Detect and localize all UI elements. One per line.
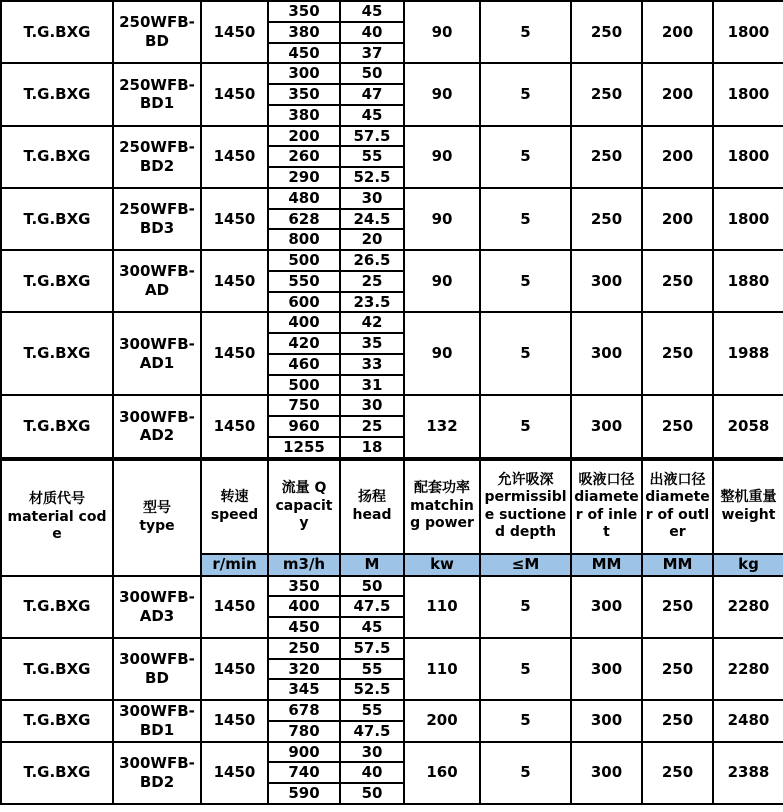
cell-head: 57.5 [340, 126, 404, 147]
cell-flow: 550 [268, 271, 340, 292]
cell-type: 300WFB-AD1 [113, 312, 201, 395]
unit-head: M [340, 554, 404, 576]
cell-type: 300WFB-AD [113, 250, 201, 312]
header-speed-cn: 转速 [220, 489, 249, 505]
cell-inlet-diameter: 300 [571, 742, 642, 804]
cell-power: 132 [404, 395, 480, 458]
unit-inlet: MM [571, 554, 642, 576]
cell-inlet-diameter: 300 [571, 312, 642, 395]
cell-flow: 380 [268, 105, 340, 126]
cell-speed: 1450 [201, 188, 268, 250]
cell-power: 200 [404, 700, 480, 742]
table-row [1, 742, 783, 763]
cell-depth: 5 [480, 126, 571, 188]
header-capacity-cn: 流量 Q [281, 480, 327, 497]
cell-head: 50 [340, 783, 404, 804]
header-suction-depth [480, 459, 571, 554]
cell-material-code: T.G.BXG [1, 638, 113, 700]
cell-type: 250WFB-BD2 [113, 126, 201, 188]
cell-head: 47 [340, 84, 404, 105]
header-material-code-en: material code [7, 508, 107, 543]
cell-outlet-diameter: 200 [642, 188, 713, 250]
cell-head: 55 [340, 659, 404, 680]
cell-head: 55 [340, 146, 404, 167]
cell-speed: 1450 [201, 742, 268, 804]
cell-flow: 750 [268, 395, 340, 416]
cell-depth: 5 [480, 395, 571, 458]
cell-power: 90 [404, 126, 480, 188]
header-weight [713, 459, 783, 554]
unit-speed: r/min [201, 554, 268, 576]
cell-material-code: T.G.BXG [1, 312, 113, 395]
header-matching-power-en: matching power [410, 497, 474, 532]
cell-flow: 1255 [268, 437, 340, 459]
header-row [1, 459, 783, 554]
cell-outlet-diameter: 250 [642, 638, 713, 700]
header-head-cn: 扬程 [358, 489, 386, 505]
cell-type: 300WFB-BD [113, 638, 201, 700]
table-row [1, 395, 783, 416]
cell-material-code: T.G.BXG [1, 250, 113, 312]
cell-flow: 780 [268, 721, 340, 742]
cell-type: 250WFB-BD1 [113, 63, 201, 125]
cell-material-code: T.G.BXG [1, 1, 113, 63]
cell-power: 110 [404, 638, 480, 700]
header-suction-depth-en: permissible suctioned depth [484, 489, 567, 540]
cell-head: 47.5 [340, 721, 404, 742]
cell-head: 55 [340, 700, 404, 721]
cell-head: 42 [340, 312, 404, 333]
header-weight-en: weight [721, 506, 776, 523]
cell-head: 31 [340, 375, 404, 396]
cell-head: 30 [340, 395, 404, 416]
cell-weight: 1988 [713, 312, 783, 395]
cell-material-code: T.G.BXG [1, 576, 113, 638]
cell-flow: 400 [268, 312, 340, 333]
cell-outlet-diameter: 250 [642, 250, 713, 312]
cell-weight: 2480 [713, 700, 783, 742]
cell-head: 52.5 [340, 679, 404, 700]
header-inlet-diameter-cn: 吸液口径 [578, 471, 635, 488]
cell-depth: 5 [480, 312, 571, 395]
header-material-code [1, 459, 113, 576]
cell-head: 57.5 [340, 638, 404, 659]
header-inlet-diameter-en: diameter of inlet [574, 489, 639, 540]
cell-speed: 1450 [201, 576, 268, 638]
header-matching-power-cn: 配套功率 [414, 480, 470, 497]
bottom-section [1, 576, 783, 804]
cell-power: 90 [404, 250, 480, 312]
cell-inlet-diameter: 300 [571, 700, 642, 742]
header-outlet-diameter-en: diameter of outler [645, 489, 710, 540]
cell-flow: 450 [268, 617, 340, 638]
cell-flow: 500 [268, 250, 340, 271]
cell-power: 90 [404, 188, 480, 250]
cell-weight: 1800 [713, 188, 783, 250]
cell-speed: 1450 [201, 250, 268, 312]
cell-flow: 678 [268, 700, 340, 721]
cell-flow: 628 [268, 209, 340, 230]
cell-depth: 5 [480, 188, 571, 250]
cell-flow: 500 [268, 375, 340, 396]
cell-outlet-diameter: 200 [642, 1, 713, 63]
cell-outlet-diameter: 200 [642, 63, 713, 125]
cell-flow: 350 [268, 84, 340, 105]
cell-type: 300WFB-AD3 [113, 576, 201, 638]
cell-head: 45 [340, 617, 404, 638]
cell-power: 110 [404, 576, 480, 638]
cell-flow: 290 [268, 167, 340, 188]
cell-inlet-diameter: 250 [571, 1, 642, 63]
cell-flow: 300 [268, 63, 340, 84]
cell-inlet-diameter: 250 [571, 126, 642, 188]
cell-depth: 5 [480, 742, 571, 804]
cell-weight: 1800 [713, 126, 783, 188]
header-speed [201, 459, 268, 554]
cell-material-code: T.G.BXG [1, 700, 113, 742]
cell-inlet-diameter: 250 [571, 63, 642, 125]
cell-flow: 450 [268, 43, 340, 64]
cell-speed: 1450 [201, 1, 268, 63]
cell-speed: 1450 [201, 126, 268, 188]
cell-speed: 1450 [201, 312, 268, 395]
table-row [1, 63, 783, 84]
header-type-en: type [139, 517, 175, 534]
cell-flow: 400 [268, 596, 340, 617]
cell-flow: 350 [268, 1, 340, 22]
cell-type: 300WFB-BD2 [113, 742, 201, 804]
header-type-cn: 型号 [143, 500, 171, 516]
header-head-en: head [352, 506, 392, 523]
cell-power: 90 [404, 63, 480, 125]
table-row [1, 638, 783, 659]
header-head [340, 459, 404, 554]
table-row [1, 126, 783, 147]
cell-head: 40 [340, 22, 404, 43]
cell-head: 23.5 [340, 292, 404, 313]
cell-inlet-diameter: 300 [571, 638, 642, 700]
cell-flow: 590 [268, 783, 340, 804]
cell-speed: 1450 [201, 63, 268, 125]
cell-head: 26.5 [340, 250, 404, 271]
cell-head: 50 [340, 63, 404, 84]
header-inlet-diameter [571, 459, 642, 554]
header-section [1, 459, 783, 576]
header-suction-depth-cn: 允许吸深 [497, 471, 554, 488]
cell-type: 250WFB-BD [113, 1, 201, 63]
cell-type: 250WFB-BD3 [113, 188, 201, 250]
header-outlet-diameter-cn: 出液口径 [649, 471, 706, 488]
cell-flow: 960 [268, 416, 340, 437]
cell-head: 18 [340, 437, 404, 459]
cell-inlet-diameter: 300 [571, 576, 642, 638]
table-row [1, 250, 783, 271]
top-section [1, 1, 783, 459]
cell-weight: 2280 [713, 638, 783, 700]
table-row [1, 700, 783, 721]
cell-flow: 345 [268, 679, 340, 700]
cell-flow: 800 [268, 229, 340, 250]
cell-depth: 5 [480, 250, 571, 312]
cell-head: 33 [340, 354, 404, 375]
cell-head: 45 [340, 105, 404, 126]
unit-outlet: MM [642, 554, 713, 576]
cell-speed: 1450 [201, 700, 268, 742]
cell-inlet-diameter: 300 [571, 395, 642, 458]
cell-head: 40 [340, 762, 404, 783]
cell-inlet-diameter: 250 [571, 188, 642, 250]
cell-head: 35 [340, 333, 404, 354]
cell-outlet-diameter: 250 [642, 395, 713, 458]
cell-head: 37 [340, 43, 404, 64]
unit-weight: kg [713, 554, 783, 576]
header-speed-en: speed [210, 506, 259, 523]
cell-flow: 740 [268, 762, 340, 783]
cell-head: 50 [340, 576, 404, 597]
cell-flow: 900 [268, 742, 340, 763]
cell-type: 300WFB-BD1 [113, 700, 201, 742]
cell-outlet-diameter: 250 [642, 700, 713, 742]
cell-head: 45 [340, 1, 404, 22]
header-capacity [268, 459, 340, 554]
table-row [1, 188, 783, 209]
cell-flow: 480 [268, 188, 340, 209]
cell-flow: 320 [268, 659, 340, 680]
cell-flow: 250 [268, 638, 340, 659]
header-outlet-diameter [642, 459, 713, 554]
unit-depth: ≤M [480, 554, 571, 576]
table-row [1, 1, 783, 22]
cell-head: 52.5 [340, 167, 404, 188]
cell-power: 160 [404, 742, 480, 804]
cell-depth: 5 [480, 700, 571, 742]
cell-material-code: T.G.BXG [1, 742, 113, 804]
cell-weight: 1800 [713, 63, 783, 125]
cell-head: 20 [340, 229, 404, 250]
cell-inlet-diameter: 300 [571, 250, 642, 312]
cell-material-code: T.G.BXG [1, 126, 113, 188]
cell-head: 25 [340, 416, 404, 437]
cell-flow: 200 [268, 126, 340, 147]
table-row [1, 312, 783, 333]
cell-head: 24.5 [340, 209, 404, 230]
cell-flow: 380 [268, 22, 340, 43]
cell-flow: 600 [268, 292, 340, 313]
header-capacity-en: capacity [275, 497, 333, 532]
cell-outlet-diameter: 250 [642, 576, 713, 638]
cell-head: 47.5 [340, 596, 404, 617]
cell-flow: 350 [268, 576, 340, 597]
header-type [113, 459, 201, 576]
cell-depth: 5 [480, 638, 571, 700]
cell-head: 25 [340, 271, 404, 292]
cell-speed: 1450 [201, 638, 268, 700]
cell-type: 300WFB-AD2 [113, 395, 201, 458]
cell-flow: 420 [268, 333, 340, 354]
cell-material-code: T.G.BXG [1, 63, 113, 125]
unit-capacity: m3/h [268, 554, 340, 576]
cell-weight: 2388 [713, 742, 783, 804]
cell-head: 30 [340, 188, 404, 209]
unit-power: kw [404, 554, 480, 576]
cell-outlet-diameter: 200 [642, 126, 713, 188]
cell-outlet-diameter: 250 [642, 742, 713, 804]
cell-weight: 2058 [713, 395, 783, 458]
cell-material-code: T.G.BXG [1, 395, 113, 458]
cell-power: 90 [404, 1, 480, 63]
cell-weight: 1880 [713, 250, 783, 312]
cell-power: 90 [404, 312, 480, 395]
header-weight-cn: 整机重量 [720, 489, 777, 505]
cell-weight: 1800 [713, 1, 783, 63]
table-row [1, 576, 783, 597]
cell-flow: 260 [268, 146, 340, 167]
cell-depth: 5 [480, 1, 571, 63]
cell-speed: 1450 [201, 395, 268, 458]
cell-depth: 5 [480, 63, 571, 125]
cell-depth: 5 [480, 576, 571, 638]
header-material-code-cn: 材质代号 [29, 491, 85, 508]
header-matching-power [404, 459, 480, 554]
cell-material-code: T.G.BXG [1, 188, 113, 250]
cell-flow: 460 [268, 354, 340, 375]
cell-weight: 2280 [713, 576, 783, 638]
cell-outlet-diameter: 250 [642, 312, 713, 395]
cell-head: 30 [340, 742, 404, 763]
